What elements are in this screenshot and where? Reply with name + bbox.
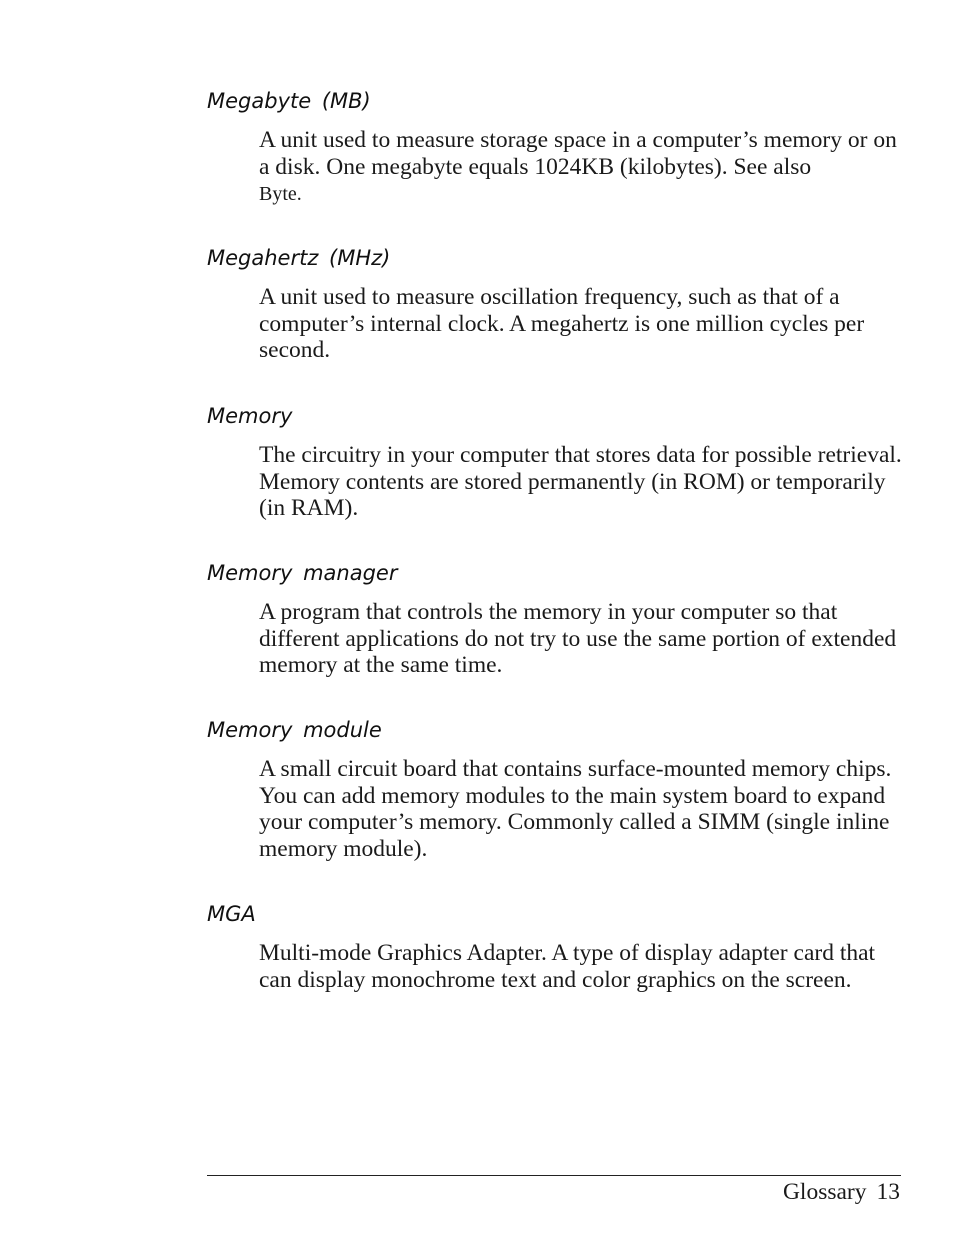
entry-definition: A program that controls the memory in your computer so that different applications do not try to use the same portion of extended memory at the same time. [259, 599, 897, 678]
entry-term: Memory module [207, 718, 382, 742]
entry-definition: Multi-mode Graphics Adapter. A type of display adapter card that can display monochrome text and color graphics on the screen. [259, 940, 876, 993]
definition-text: A unit used to measure storage space in a computer’s memory or on a disk. One megabyte equals 1024KB (kilobytes). See also [259, 127, 897, 180]
entry-definition: A small circuit board that contains surface-mounted memory chips. You can add memory modules to the main system board to expand your computer’s memory. Commonly called a SIMM (single inline memory module). [259, 756, 892, 862]
page-number: 13 [876, 1179, 900, 1205]
entry-term: Memory [207, 404, 293, 428]
entry-definition: The circuitry in your computer that stores data for possible retrieval. Memory contents are stored permanently (in ROM) or temporarily (in RAM). [259, 442, 902, 521]
footer-rule [207, 1175, 901, 1176]
footer-section-label: Glossary [782, 1179, 867, 1205]
entry-definition: A unit used to measure oscillation frequency, such as that of a computer’s internal clock. A megahertz is one million cycles per second. [259, 284, 865, 363]
entry-term: MGA [207, 902, 256, 926]
entry-term: Memory manager [207, 561, 398, 585]
see-also-reference: Byte. [259, 183, 302, 205]
entry-definition [259, 127, 907, 208]
page-footer [783, 1178, 900, 1206]
entry-term: Megabyte (MB) [207, 89, 371, 113]
entry-term: Megahertz (MHz) [207, 246, 391, 270]
